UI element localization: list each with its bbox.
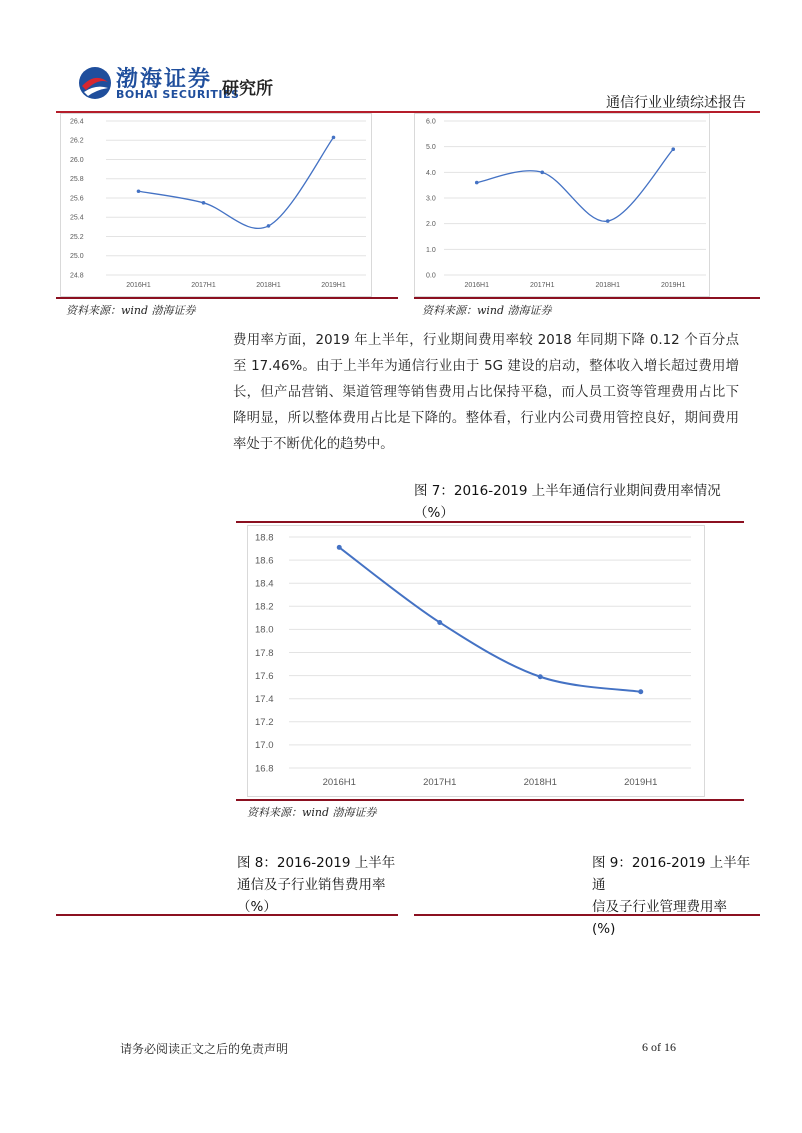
figure9-title-line2: 信及子行业管理费用率 (592, 899, 727, 915)
institute-label: 研究所 (222, 79, 273, 99)
top-left-chart-source: 资料来源：wind 渤海证券 (66, 304, 196, 317)
x-tick-label: 2018H1 (256, 282, 281, 289)
figure8-title-line3: （%） (237, 899, 277, 915)
figure7-source: 资料来源：wind 渤海证券 (247, 806, 377, 819)
y-tick-label: 17.8 (255, 647, 274, 659)
y-tick-label: 2.0 (426, 221, 436, 229)
top-right-chart-rule (414, 297, 760, 299)
figure7-bottom-rule (236, 799, 744, 801)
data-point (202, 201, 206, 205)
y-tick-label: 26.4 (70, 118, 84, 126)
bohai-logo-icon (78, 66, 112, 100)
x-tick-label: 2018H1 (523, 777, 557, 788)
report-title: 通信行业业绩综述报告 (606, 95, 746, 111)
top-left-line-chart (60, 113, 372, 297)
data-point (475, 181, 479, 185)
figure7-top-rule (236, 521, 744, 523)
y-tick-label: 18.6 (255, 555, 274, 567)
y-tick-label: 17.4 (255, 694, 274, 706)
x-tick-label: 2017H1 (529, 282, 555, 289)
logo-english-name: BOHAI SECURITIES (116, 88, 240, 101)
expense-ratio-paragraph (233, 328, 739, 458)
y-tick-label: 25.2 (70, 233, 84, 241)
y-tick-label: 16.8 (255, 763, 274, 775)
y-tick-label: 24.8 (70, 272, 84, 280)
data-point (606, 219, 610, 223)
x-tick-label: 2017H1 (191, 282, 216, 289)
figure8-title-line2: 通信及子行业销售费用率 (237, 877, 386, 893)
y-tick-label: 26.0 (70, 156, 84, 164)
y-tick-label: 0.0 (426, 272, 436, 280)
x-tick-label: 2016H1 (322, 777, 356, 788)
figure9-title-line3: (%) (592, 921, 616, 937)
chart-frame (415, 114, 710, 297)
figure9-title (592, 852, 760, 940)
y-tick-label: 25.0 (70, 253, 84, 261)
paragraph-text: 费用率方面，2019 年上半年，行业期间费用率较 2018 年同期下降 0.12 个百分点至 17.46%。由于上半年为通信行业由于 5G 建设的启动，整体收入增长超过费用增长，但产品营销、渠道管理等销售费用占比保持平稳，而人员工资等管理费用占比下降明显，所以整体费用占比是下降的。整体看，行业内公司费用管控良好，期间费用率处于不断优化的趋势中。 (233, 333, 739, 452)
top-right-chart-source: 资料来源：wind 渤海证券 (422, 304, 552, 317)
y-tick-label: 1.0 (426, 246, 436, 254)
figure8-title (237, 852, 397, 918)
figure7-title (414, 480, 744, 524)
logo-chinese-name: 渤海证券 (116, 67, 213, 92)
footer-page-number: 6 of 16 (642, 1040, 676, 1054)
figure9-rule (414, 914, 760, 916)
data-point (538, 674, 543, 679)
data-point (337, 545, 342, 550)
footer-disclaimer: 请务必阅读正文之后的免责声明 (120, 1042, 289, 1056)
figure8-title-line1: 图 8：2016-2019 上半年 (237, 855, 396, 871)
x-tick-label: 2019H1 (624, 777, 658, 788)
figure7-title-line1: 图 7：2016-2019 上半年通信行业期间费用率情况 (414, 483, 721, 499)
y-tick-label: 25.4 (70, 214, 84, 222)
x-tick-label: 2016H1 (464, 282, 490, 289)
y-tick-label: 17.0 (255, 740, 274, 752)
figure7-line-chart (247, 525, 705, 797)
data-point (267, 224, 271, 228)
top-right-line-chart (414, 113, 710, 297)
y-tick-label: 3.0 (426, 195, 436, 203)
y-tick-label: 18.0 (255, 624, 274, 636)
data-point (540, 171, 544, 175)
top-left-chart-rule (56, 297, 398, 299)
chart-frame (61, 114, 372, 297)
y-tick-label: 18.8 (255, 532, 274, 544)
x-tick-label: 2018H1 (595, 282, 621, 289)
y-tick-label: 25.6 (70, 195, 84, 203)
y-tick-label: 6.0 (426, 118, 436, 126)
chart-frame (248, 526, 705, 797)
data-point (638, 689, 643, 694)
data-point (437, 620, 442, 625)
figure9-title-line1: 图 9：2016-2019 上半年通 (592, 855, 751, 893)
y-tick-label: 17.2 (255, 717, 274, 729)
y-tick-label: 17.6 (255, 670, 274, 682)
y-tick-label: 26.2 (70, 137, 84, 145)
data-point (671, 147, 675, 151)
x-tick-label: 2016H1 (126, 282, 151, 289)
data-point (137, 189, 141, 193)
y-tick-label: 18.4 (255, 578, 274, 590)
figure8-rule (56, 914, 398, 916)
y-tick-label: 18.2 (255, 601, 274, 613)
y-tick-label: 5.0 (426, 144, 436, 152)
x-tick-label: 2017H1 (423, 777, 457, 788)
figure7-title-line2: （%） (414, 505, 454, 521)
x-tick-label: 2019H1 (321, 282, 346, 289)
y-tick-label: 4.0 (426, 169, 436, 177)
x-tick-label: 2019H1 (660, 282, 686, 289)
y-tick-label: 25.8 (70, 176, 84, 184)
data-point (332, 136, 336, 140)
